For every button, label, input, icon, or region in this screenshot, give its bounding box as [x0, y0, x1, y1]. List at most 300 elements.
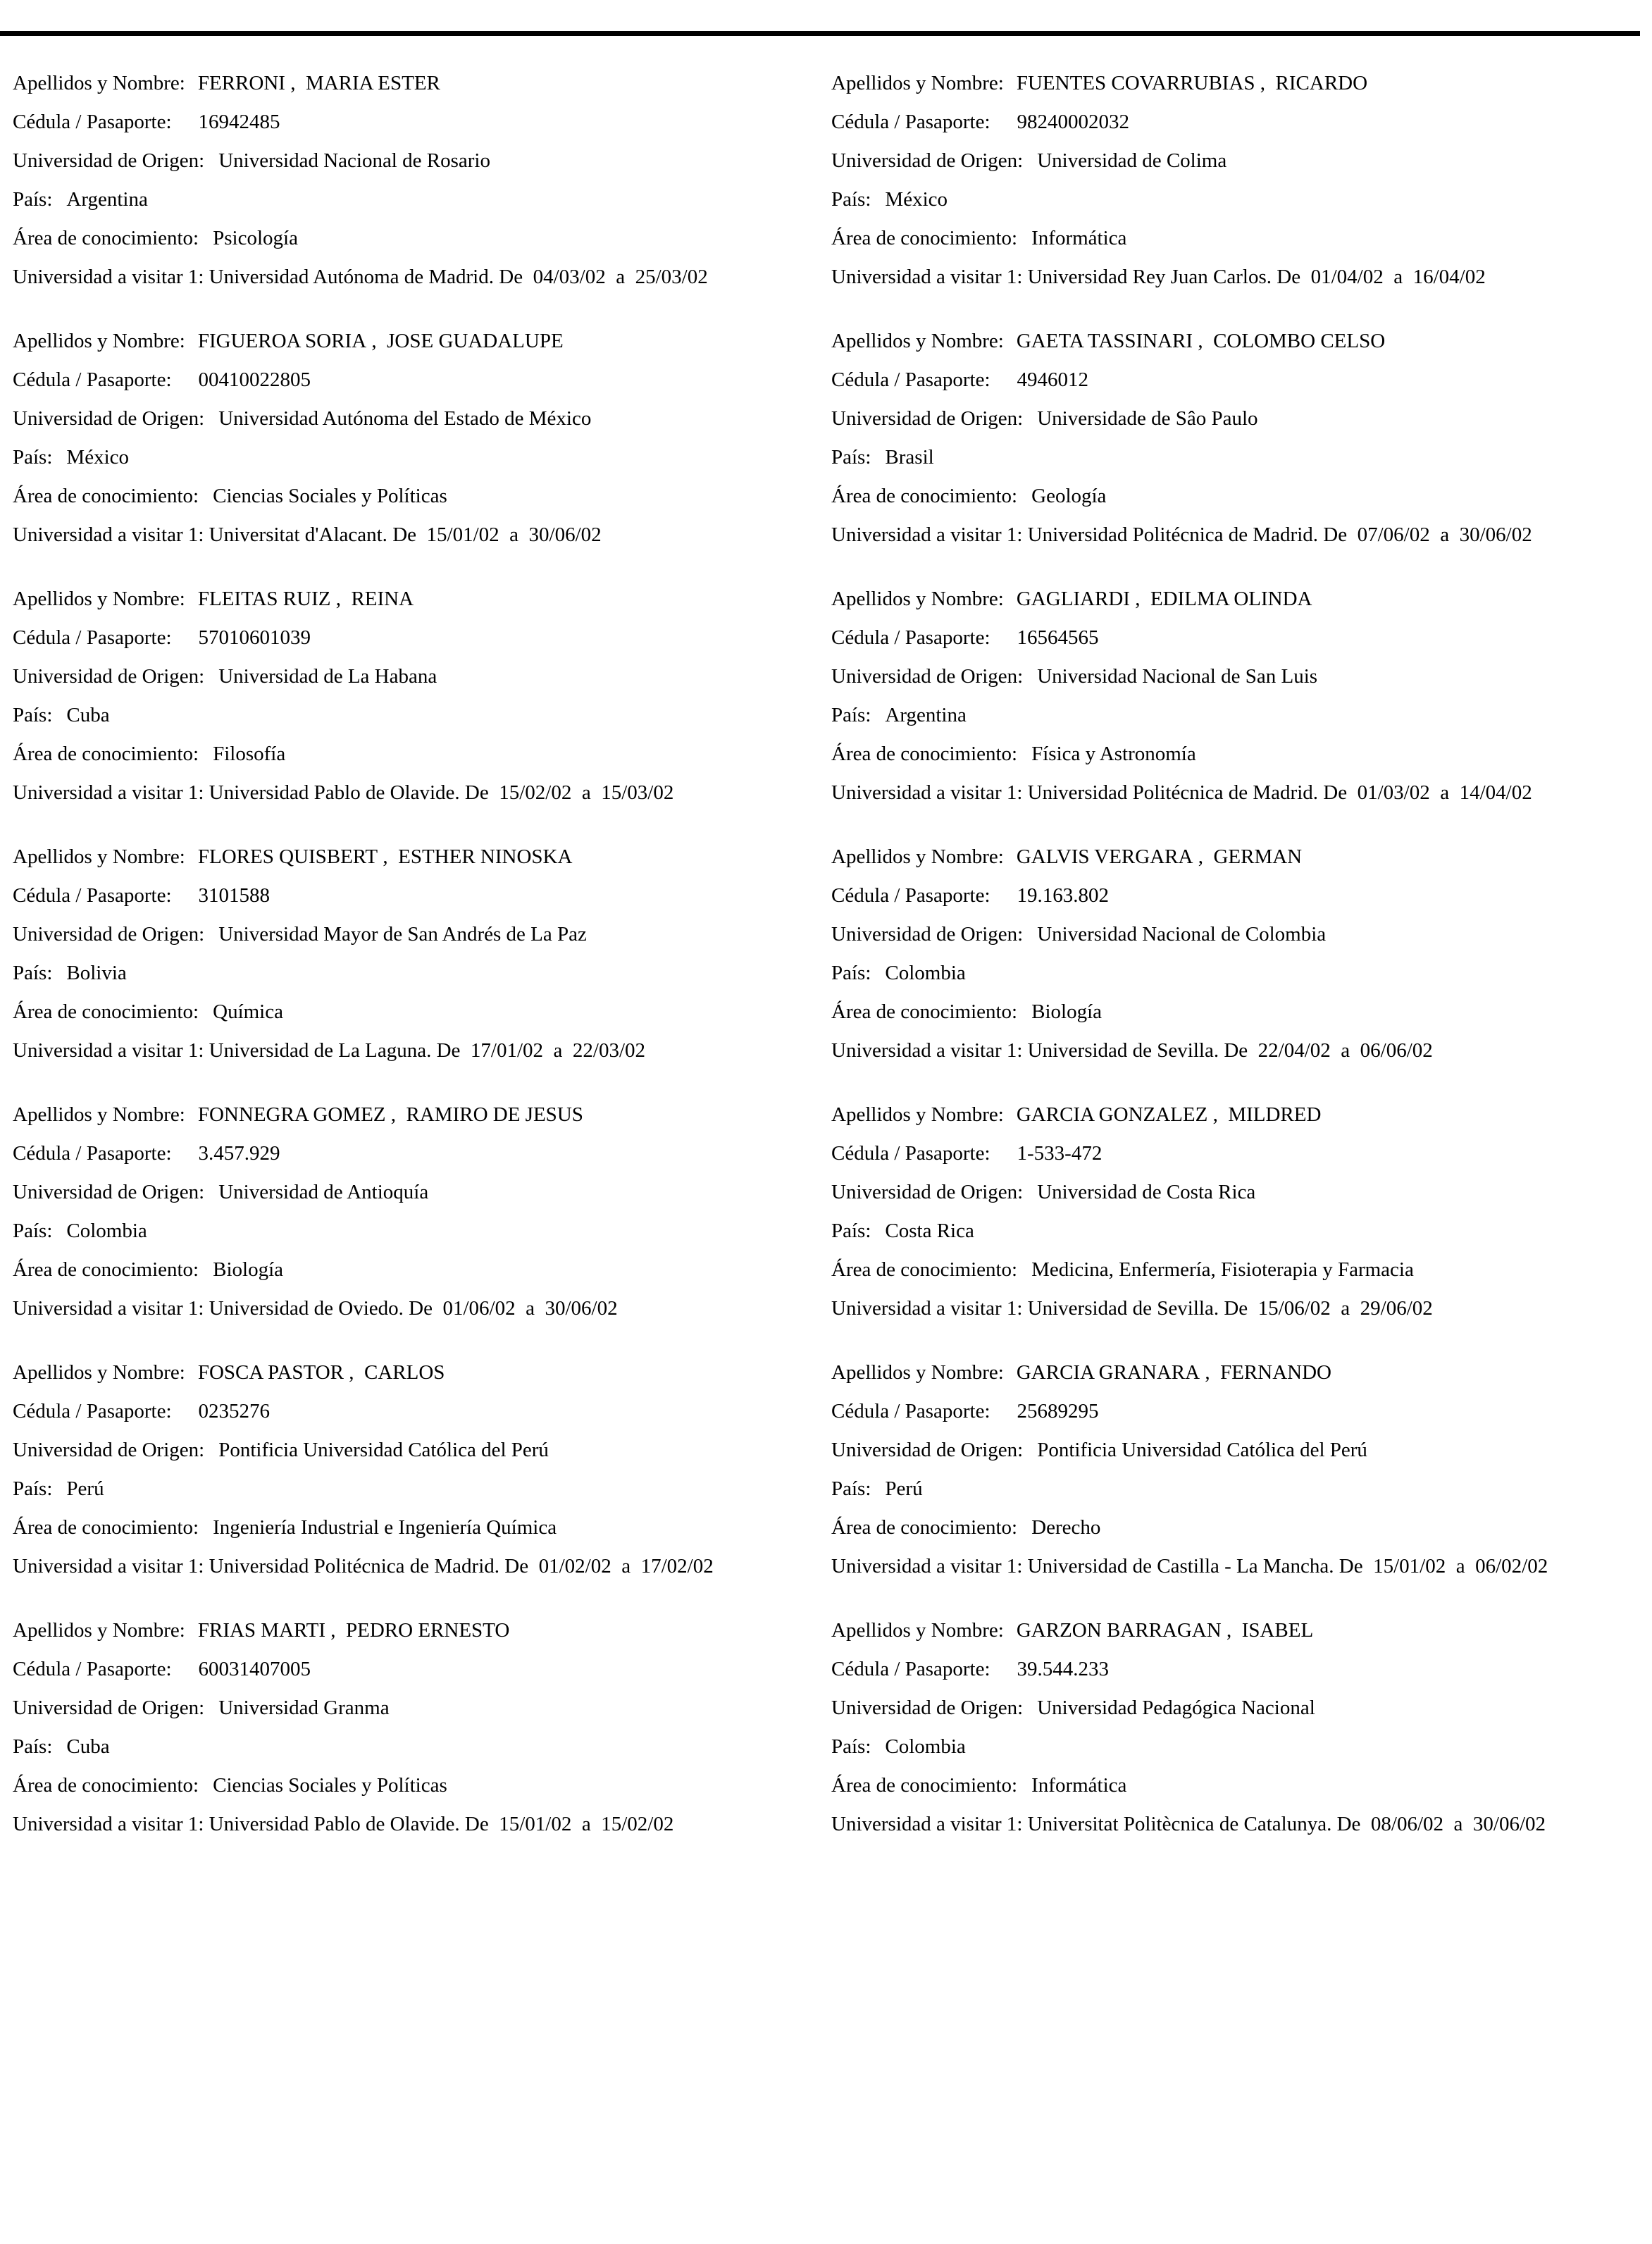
name-line: Apellidos y Nombre: GAGLIARDI , EDILMA OLINDA	[831, 588, 1312, 610]
to-label: a	[509, 523, 519, 546]
area-line	[831, 483, 1640, 509]
visit-university: Universidad de Sevilla.	[1027, 1297, 1219, 1320]
origin-value: Universidad Pedagógica Nacional	[1037, 1697, 1315, 1719]
scholar-record	[831, 1360, 1640, 1580]
origin-value: Universidad Mayor de San Andrés de La Paz	[218, 923, 587, 946]
scholar-record	[13, 70, 823, 290]
country-line	[13, 960, 823, 986]
given-name: ISABEL	[1241, 1619, 1314, 1642]
area-line	[13, 483, 823, 509]
area-value: Medicina, Enfermería, Fisioterapia y Farmacia	[1031, 1258, 1414, 1281]
origin-line	[831, 406, 1640, 432]
area-value: Biología	[1031, 1000, 1103, 1023]
country-value: Colombia	[885, 962, 966, 984]
name-line: Apellidos y Nombre: FLEITAS RUIZ , REINA	[13, 588, 414, 610]
origin-line	[13, 406, 823, 432]
area-label: Área de conocimiento:	[831, 1774, 1018, 1797]
to-label: a	[581, 781, 591, 804]
cedula-value: 98240002032	[1017, 111, 1130, 133]
area-line	[831, 225, 1640, 252]
visit-label: Universidad a visitar 1:	[13, 1555, 204, 1577]
visit-label: Universidad a visitar 1:	[831, 1039, 1023, 1062]
name-label: Apellidos y Nombre:	[13, 1619, 185, 1642]
cedula-value: 4946012	[1017, 368, 1089, 391]
surname: FERRONI	[197, 72, 285, 94]
visit-line	[13, 1554, 823, 1580]
visit-line	[831, 1296, 1640, 1322]
area-line	[831, 999, 1640, 1025]
to-label: a	[1455, 1555, 1465, 1577]
country-label: País:	[13, 446, 53, 469]
to-date: 22/03/02	[572, 1039, 646, 1062]
visit-line	[13, 780, 823, 806]
visit-label: Universidad a visitar 1:	[831, 1297, 1023, 1320]
area-value: Filosofía	[213, 743, 286, 765]
scholar-record	[831, 1102, 1640, 1322]
country-label: País:	[13, 1220, 53, 1242]
given-name: CARLOS	[364, 1361, 445, 1384]
given-name: JOSE GUADALUPE	[387, 330, 564, 352]
visit-label: Universidad a visitar 1:	[13, 523, 204, 546]
country-label: País:	[831, 1735, 871, 1758]
country-value: Perú	[885, 1477, 923, 1500]
name-line: Apellidos y Nombre: FOSCA PASTOR , CARLOS	[13, 1361, 445, 1384]
scholar-record	[831, 328, 1640, 548]
origin-label: Universidad de Origen:	[831, 1439, 1024, 1461]
scholar-record	[13, 586, 823, 806]
name-label: Apellidos y Nombre:	[13, 72, 185, 94]
from-label: De	[499, 266, 523, 288]
origin-value: Universidade de Sâo Paulo	[1037, 407, 1258, 430]
visit-university: Universidad Politécnica de Madrid.	[1027, 781, 1319, 804]
visit-line	[13, 1811, 823, 1837]
origin-label: Universidad de Origen:	[13, 1697, 205, 1719]
from-label: De	[1224, 1039, 1248, 1062]
to-label: a	[1341, 1039, 1350, 1062]
area-line	[13, 1515, 823, 1541]
given-name: FERNANDO	[1220, 1361, 1331, 1384]
surname: FLEITAS RUIZ	[197, 588, 331, 610]
origin-line	[13, 1695, 823, 1721]
id-line	[831, 367, 1640, 393]
origin-label: Universidad de Origen:	[13, 1439, 205, 1461]
visit-line	[831, 264, 1640, 290]
name-label: Apellidos y Nombre:	[831, 72, 1004, 94]
origin-label: Universidad de Origen:	[13, 1181, 205, 1203]
visit-label: Universidad a visitar 1:	[831, 781, 1023, 804]
from-label: De	[1323, 781, 1348, 804]
visit-line	[13, 522, 823, 548]
visit-university: Universidad Rey Juan Carlos.	[1027, 266, 1272, 288]
cedula-value: 57010601039	[198, 626, 311, 649]
origin-line	[831, 1437, 1640, 1463]
id-line	[831, 883, 1640, 909]
country-line	[831, 1218, 1640, 1244]
name-label: Apellidos y Nombre:	[13, 845, 185, 868]
id-line	[13, 367, 823, 393]
area-value: Derecho	[1031, 1516, 1101, 1539]
id-line	[13, 1656, 823, 1682]
from-date: 07/06/02	[1357, 523, 1430, 546]
given-name: MARIA ESTER	[305, 72, 440, 94]
origin-line	[13, 1437, 823, 1463]
country-value: México	[66, 446, 129, 469]
to-label: a	[1393, 266, 1403, 288]
country-label: País:	[13, 704, 53, 726]
area-label: Área de conocimiento:	[831, 1000, 1018, 1023]
id-line	[13, 625, 823, 651]
surname: GARCIA GRANARA	[1016, 1361, 1200, 1384]
from-date: 15/06/02	[1257, 1297, 1331, 1320]
visit-label: Universidad a visitar 1:	[13, 781, 204, 804]
to-date: 29/06/02	[1360, 1297, 1433, 1320]
name-label: Apellidos y Nombre:	[13, 1361, 185, 1384]
cedula-label: Cédula / Pasaporte:	[831, 1658, 990, 1680]
area-value: Informática	[1031, 227, 1127, 249]
visit-label: Universidad a visitar 1:	[13, 266, 204, 288]
country-value: Bolivia	[66, 962, 127, 984]
visit-university: Universidad Autónoma de Madrid.	[209, 266, 494, 288]
origin-label: Universidad de Origen:	[831, 149, 1024, 172]
origin-value: Universidad Nacional de Rosario	[218, 149, 490, 172]
origin-line	[831, 922, 1640, 948]
surname: GAETA TASSINARI	[1016, 330, 1193, 352]
country-label: País:	[831, 704, 871, 726]
visit-line	[831, 522, 1640, 548]
origin-value: Universidad de Colima	[1037, 149, 1227, 172]
area-label: Área de conocimiento:	[13, 1000, 199, 1023]
visit-label: Universidad a visitar 1:	[13, 1039, 204, 1062]
area-line	[831, 741, 1640, 767]
from-label: De	[464, 1813, 489, 1835]
country-line	[831, 445, 1640, 471]
to-label: a	[621, 1555, 631, 1577]
cedula-label: Cédula / Pasaporte:	[13, 111, 172, 133]
country-label: País:	[13, 1477, 53, 1500]
from-date: 08/06/02	[1370, 1813, 1444, 1835]
visit-university: Universidad de La Laguna.	[209, 1039, 432, 1062]
cedula-label: Cédula / Pasaporte:	[831, 1142, 990, 1165]
cedula-value: 00410022805	[198, 368, 311, 391]
name-label: Apellidos y Nombre:	[831, 588, 1004, 610]
origin-label: Universidad de Origen:	[831, 1181, 1024, 1203]
to-label: a	[616, 266, 626, 288]
area-value: Ciencias Sociales y Políticas	[213, 1774, 447, 1797]
cedula-label: Cédula / Pasaporte:	[831, 368, 990, 391]
from-label: De	[436, 1039, 461, 1062]
to-date: 06/02/02	[1475, 1555, 1548, 1577]
cedula-value: 39.544.233	[1017, 1658, 1110, 1680]
id-line	[831, 109, 1640, 135]
cedula-value: 1-533-472	[1017, 1142, 1103, 1165]
name-line: Apellidos y Nombre: GALVIS VERGARA , GERMAN	[831, 845, 1303, 868]
from-date: 01/03/02	[1357, 781, 1430, 804]
surname: FRIAS MARTI	[197, 1619, 326, 1642]
id-line	[13, 109, 823, 135]
to-label: a	[1453, 1813, 1463, 1835]
from-date: 01/06/02	[442, 1297, 516, 1320]
cedula-value: 25689295	[1017, 1400, 1099, 1422]
country-label: País:	[831, 188, 871, 211]
visit-university: Universidad Politécnica de Madrid.	[1027, 523, 1319, 546]
origin-value: Universidad Autónoma del Estado de México	[218, 407, 592, 430]
name-label: Apellidos y Nombre:	[831, 1619, 1004, 1642]
area-label: Área de conocimiento:	[831, 1516, 1018, 1539]
id-line	[13, 1141, 823, 1167]
given-name: RAMIRO DE JESUS	[406, 1103, 583, 1126]
area-label: Área de conocimiento:	[13, 485, 199, 507]
name-line: Apellidos y Nombre: FONNEGRA GOMEZ , RAMIRO DE JESUS	[13, 1103, 583, 1126]
name-line: Apellidos y Nombre: FUENTES COVARRUBIAS , RICARDO	[831, 72, 1368, 94]
to-date: 30/06/02	[545, 1297, 618, 1320]
from-date: 04/03/02	[533, 266, 606, 288]
name-line: Apellidos y Nombre: GARZON BARRAGAN , ISABEL	[831, 1619, 1314, 1642]
country-value: Perú	[66, 1477, 104, 1500]
to-date: 30/06/02	[528, 523, 602, 546]
area-label: Área de conocimiento:	[13, 1774, 199, 1797]
surname: GAGLIARDI	[1016, 588, 1130, 610]
surname: GALVIS VERGARA	[1016, 845, 1193, 868]
origin-label: Universidad de Origen:	[13, 923, 205, 946]
country-value: Argentina	[66, 188, 148, 211]
to-label: a	[553, 1039, 563, 1062]
name-label: Apellidos y Nombre:	[831, 1103, 1004, 1126]
from-date: 01/02/02	[538, 1555, 611, 1577]
country-value: Argentina	[885, 704, 967, 726]
given-name: RICARDO	[1275, 72, 1368, 94]
visit-label: Universidad a visitar 1:	[831, 523, 1023, 546]
country-line	[831, 187, 1640, 213]
cedula-value: 60031407005	[198, 1658, 311, 1680]
country-line	[13, 187, 823, 213]
country-line	[831, 960, 1640, 986]
left-column	[13, 70, 823, 1876]
name-line: Apellidos y Nombre: GAETA TASSINARI , COLOMBO CELSO	[831, 330, 1386, 352]
country-line	[13, 702, 823, 729]
origin-label: Universidad de Origen:	[831, 923, 1024, 946]
origin-value: Pontificia Universidad Católica del Perú	[1037, 1439, 1367, 1461]
scholar-record	[13, 1618, 823, 1837]
area-value: Geología	[1031, 485, 1107, 507]
origin-value: Universidad Nacional de Colombia	[1037, 923, 1327, 946]
origin-value: Universidad Granma	[218, 1697, 390, 1719]
name-line: Apellidos y Nombre: GARCIA GRANARA , FERNANDO	[831, 1361, 1331, 1384]
visit-line	[13, 264, 823, 290]
given-name: GERMAN	[1213, 845, 1303, 868]
cedula-value: 16942485	[198, 111, 280, 133]
id-line	[13, 1399, 823, 1425]
area-label: Área de conocimiento:	[13, 1258, 199, 1281]
area-line	[831, 1515, 1640, 1541]
right-column	[831, 70, 1640, 1876]
from-date: 17/01/02	[470, 1039, 544, 1062]
scholar-record	[13, 1102, 823, 1322]
country-line	[831, 702, 1640, 729]
country-value: Cuba	[66, 1735, 110, 1758]
area-value: Biología	[213, 1258, 284, 1281]
to-label: a	[1341, 1297, 1350, 1320]
top-rule	[0, 31, 1640, 36]
origin-label: Universidad de Origen:	[831, 665, 1024, 688]
surname: FUENTES COVARRUBIAS	[1016, 72, 1255, 94]
visit-university: Universidad Pablo de Olavide.	[209, 781, 460, 804]
surname: FOSCA PASTOR	[197, 1361, 344, 1384]
cedula-value: 19.163.802	[1017, 884, 1110, 907]
from-label: De	[1224, 1297, 1248, 1320]
country-line	[13, 1218, 823, 1244]
area-line	[831, 1257, 1640, 1283]
id-line	[831, 1141, 1640, 1167]
visit-line	[831, 780, 1640, 806]
visit-label: Universidad a visitar 1:	[831, 1813, 1023, 1835]
origin-line	[13, 922, 823, 948]
origin-line	[13, 1179, 823, 1205]
from-label: De	[1323, 523, 1348, 546]
area-line	[831, 1773, 1640, 1799]
origin-line	[831, 1695, 1640, 1721]
visit-university: Universidad Pablo de Olavide.	[209, 1813, 460, 1835]
given-name: ESTHER NINOSKA	[398, 845, 573, 868]
id-line	[831, 1656, 1640, 1682]
scholar-record	[831, 586, 1640, 806]
area-value: Física y Astronomía	[1031, 743, 1196, 765]
country-value: Colombia	[66, 1220, 147, 1242]
cedula-label: Cédula / Pasaporte:	[13, 1658, 172, 1680]
visit-line	[831, 1554, 1640, 1580]
from-label: De	[1336, 1813, 1361, 1835]
id-line	[831, 625, 1640, 651]
from-label: De	[504, 1555, 529, 1577]
origin-label: Universidad de Origen:	[13, 665, 205, 688]
to-date: 30/06/02	[1459, 523, 1532, 546]
scholar-record	[13, 1360, 823, 1580]
cedula-label: Cédula / Pasaporte:	[831, 1400, 990, 1422]
name-line: Apellidos y Nombre: FIGUEROA SORIA , JOSE GUADALUPE	[13, 330, 564, 352]
country-value: Cuba	[66, 704, 110, 726]
name-line: Apellidos y Nombre: FRIAS MARTI , PEDRO ERNESTO	[13, 1619, 510, 1642]
to-date: 15/02/02	[601, 1813, 674, 1835]
visit-label: Universidad a visitar 1:	[831, 1555, 1023, 1577]
country-line	[831, 1476, 1640, 1502]
country-label: País:	[831, 446, 871, 469]
country-value: Brasil	[885, 446, 934, 469]
to-date: 15/03/02	[601, 781, 674, 804]
visit-university: Universidad de Sevilla.	[1027, 1039, 1219, 1062]
visit-university: Universidad de Castilla - La Mancha.	[1027, 1555, 1334, 1577]
name-label: Apellidos y Nombre:	[831, 845, 1004, 868]
cedula-label: Cédula / Pasaporte:	[831, 111, 990, 133]
visit-line	[13, 1296, 823, 1322]
scholar-record	[831, 1618, 1640, 1837]
origin-line	[831, 148, 1640, 174]
to-label: a	[1440, 523, 1450, 546]
area-label: Área de conocimiento:	[831, 227, 1018, 249]
to-date: 06/06/02	[1360, 1039, 1433, 1062]
to-date: 17/02/02	[640, 1555, 714, 1577]
origin-line	[831, 1179, 1640, 1205]
given-name: REINA	[351, 588, 414, 610]
area-label: Área de conocimiento:	[831, 1258, 1018, 1281]
area-value: Informática	[1031, 1774, 1127, 1797]
name-line: Apellidos y Nombre: FERRONI , MARIA ESTER	[13, 72, 440, 94]
cedula-value: 3.457.929	[198, 1142, 280, 1165]
cedula-value: 0235276	[198, 1400, 271, 1422]
cedula-label: Cédula / Pasaporte:	[13, 1400, 172, 1422]
country-label: País:	[13, 962, 53, 984]
visit-university: Universidad Politécnica de Madrid.	[209, 1555, 500, 1577]
name-label: Apellidos y Nombre:	[831, 1361, 1004, 1384]
area-value: Ingeniería Industrial e Ingeniería Química	[213, 1516, 557, 1539]
to-date: 14/04/02	[1459, 781, 1532, 804]
country-label: País:	[13, 188, 53, 211]
id-line	[831, 1399, 1640, 1425]
from-date: 01/04/02	[1310, 266, 1384, 288]
visit-university: Universidad de Oviedo.	[209, 1297, 404, 1320]
area-line	[13, 225, 823, 252]
name-line: Apellidos y Nombre: FLORES QUISBERT , ESTHER NINOSKA	[13, 845, 573, 868]
area-line	[13, 1257, 823, 1283]
country-value: Costa Rica	[885, 1220, 974, 1242]
area-line	[13, 999, 823, 1025]
country-value: México	[885, 188, 948, 211]
surname: GARCIA GONZALEZ	[1016, 1103, 1208, 1126]
name-label: Apellidos y Nombre:	[831, 330, 1004, 352]
visit-label: Universidad a visitar 1:	[831, 266, 1023, 288]
from-label: De	[1277, 266, 1301, 288]
given-name: EDILMA OLINDA	[1150, 588, 1312, 610]
origin-label: Universidad de Origen:	[13, 149, 205, 172]
name-label: Apellidos y Nombre:	[13, 1103, 185, 1126]
surname: FIGUEROA SORIA	[197, 330, 367, 352]
from-date: 15/01/02	[426, 523, 499, 546]
country-label: País:	[831, 962, 871, 984]
area-label: Área de conocimiento:	[13, 1516, 199, 1539]
visit-line	[13, 1038, 823, 1064]
cedula-label: Cédula / Pasaporte:	[13, 626, 172, 649]
country-value: Colombia	[885, 1735, 966, 1758]
scholar-record	[831, 844, 1640, 1064]
origin-value: Universidad de Antioquía	[218, 1181, 429, 1203]
country-line	[13, 445, 823, 471]
area-value: Psicología	[213, 227, 298, 249]
given-name: PEDRO ERNESTO	[346, 1619, 510, 1642]
origin-line	[13, 148, 823, 174]
visit-line	[831, 1038, 1640, 1064]
to-date: 30/06/02	[1472, 1813, 1546, 1835]
visit-university: Universitat d'Alacant.	[209, 523, 387, 546]
origin-value: Universidad de Costa Rica	[1037, 1181, 1256, 1203]
origin-label: Universidad de Origen:	[831, 1697, 1024, 1719]
to-date: 16/04/02	[1412, 266, 1486, 288]
visit-line	[831, 1811, 1640, 1837]
surname: GARZON BARRAGAN	[1016, 1619, 1222, 1642]
country-label: País:	[831, 1477, 871, 1500]
origin-line	[13, 664, 823, 690]
from-date: 15/01/02	[499, 1813, 572, 1835]
cedula-label: Cédula / Pasaporte:	[831, 884, 990, 907]
from-date: 15/02/02	[499, 781, 572, 804]
origin-label: Universidad de Origen:	[13, 407, 205, 430]
to-date: 25/03/02	[635, 266, 708, 288]
to-label: a	[581, 1813, 591, 1835]
cedula-label: Cédula / Pasaporte:	[13, 1142, 172, 1165]
country-line	[831, 1734, 1640, 1760]
area-label: Área de conocimiento:	[831, 485, 1018, 507]
given-name: COLOMBO CELSO	[1213, 330, 1386, 352]
cedula-label: Cédula / Pasaporte:	[831, 626, 990, 649]
area-line	[13, 741, 823, 767]
cedula-label: Cédula / Pasaporte:	[13, 368, 172, 391]
